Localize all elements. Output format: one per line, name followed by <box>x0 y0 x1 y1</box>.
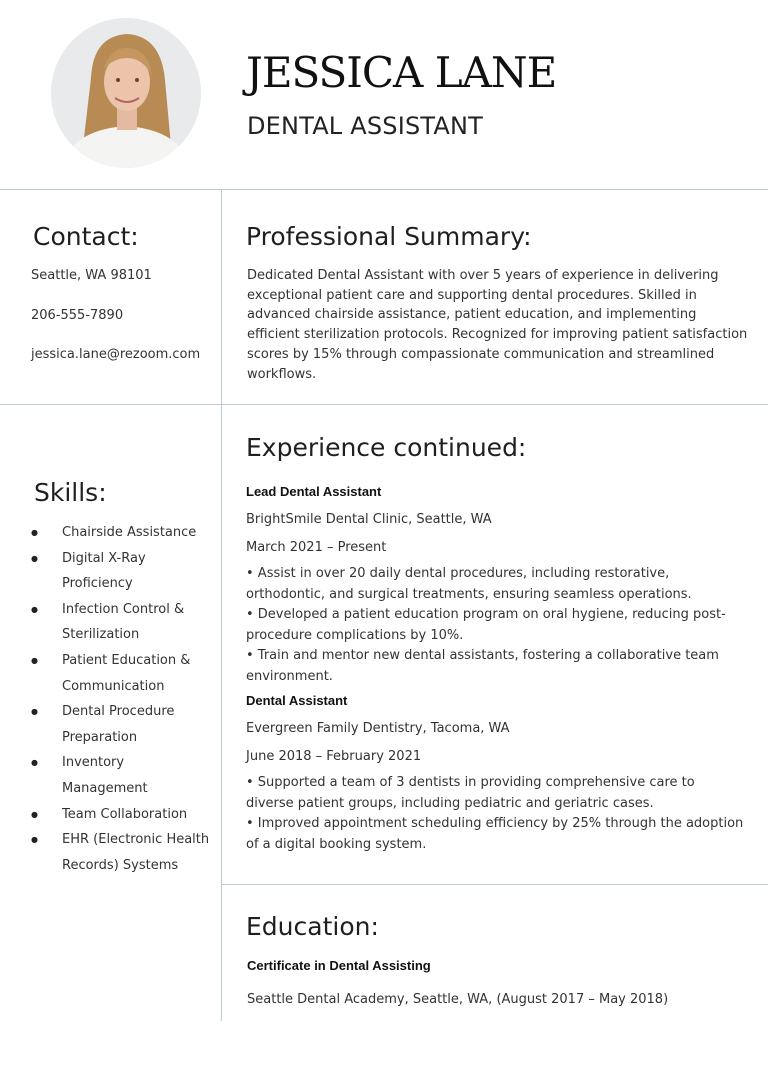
job-bullet: • Developed a patient education program on oral hygiene, reducing post-procedure complications by 10%. <box>246 607 726 643</box>
skill-item: ● Infection Control & Sterilization <box>31 597 211 648</box>
skill-item: ● Chairside Assistance <box>31 520 211 546</box>
job-title: DENTAL ASSISTANT <box>247 112 484 140</box>
skill-item: ● Inventory Management <box>31 750 211 801</box>
profile-photo <box>51 18 201 168</box>
candidate-name: JESSICA LANE <box>246 48 557 97</box>
skill-item: ● Patient Education & Communication <box>31 648 211 699</box>
job-bullet: • Assist in over 20 daily dental procedures, including restorative, orthodontic, and surgical treatments, ensuring seamless operations. <box>246 566 692 602</box>
education-heading: Education: <box>246 912 379 941</box>
job-dates: March 2021 – Present <box>246 540 387 555</box>
profile-photo-illustration <box>51 18 201 168</box>
job-bullets <box>246 773 746 855</box>
education-school: Seattle Dental Academy, Seattle, WA, (August 2017 – May 2018) <box>247 992 669 1007</box>
job-title-heading: Lead Dental Assistant <box>246 484 382 499</box>
divider-education <box>221 884 768 885</box>
divider-top <box>0 189 768 190</box>
skills-list <box>31 520 211 878</box>
experience-section <box>246 482 746 855</box>
job-bullet: • Supported a team of 3 dentists in providing comprehensive care to diverse patient groups, including pediatric and geriatric cases. <box>246 775 695 811</box>
job-employer: BrightSmile Dental Clinic, Seattle, WA <box>246 512 492 527</box>
contact-heading: Contact: <box>33 222 139 251</box>
contact-email: jessica.lane@rezoom.com <box>31 347 201 362</box>
job-employer: Evergreen Family Dentistry, Tacoma, WA <box>246 721 510 736</box>
contact-phone: 206-555-7890 <box>31 308 124 323</box>
job-bullet: • Improved appointment scheduling efficiency by 25% through the adoption of a digital booking system. <box>246 816 744 852</box>
skill-item: ● EHR (Electronic Health Records) Systems <box>31 827 211 878</box>
skill-item: ● Dental Procedure Preparation <box>31 699 211 750</box>
divider-middle <box>0 404 768 405</box>
skills-heading: Skills: <box>34 478 107 507</box>
contact-location: Seattle, WA 98101 <box>31 268 152 283</box>
job-dates: June 2018 – February 2021 <box>246 749 422 764</box>
education-degree: Certificate in Dental Assisting <box>247 958 431 973</box>
summary-heading: Professional Summary: <box>246 222 532 251</box>
job-entry <box>246 691 746 855</box>
column-divider <box>221 189 222 1021</box>
job-bullets <box>246 564 746 687</box>
experience-heading: Experience continued: <box>246 433 527 462</box>
job-title-heading: Dental Assistant <box>246 693 348 708</box>
skill-item: ● Team Collaboration <box>31 802 211 828</box>
job-entry <box>246 482 746 687</box>
summary-text: Dedicated Dental Assistant with over 5 years of experience in delivering exceptional patient care and supporting dental procedures. Skilled in advanced chairside assistance, patient education, and implementing efficient sterilization protocols. Recognized for improving patient satisfaction scores by 15% through compassionate communication and streamlined workflows. <box>247 268 748 382</box>
skill-item: ● Digital X-Ray Proficiency <box>31 546 211 597</box>
job-bullet: • Train and mentor new dental assistants, fostering a collaborative team environment. <box>246 648 719 684</box>
